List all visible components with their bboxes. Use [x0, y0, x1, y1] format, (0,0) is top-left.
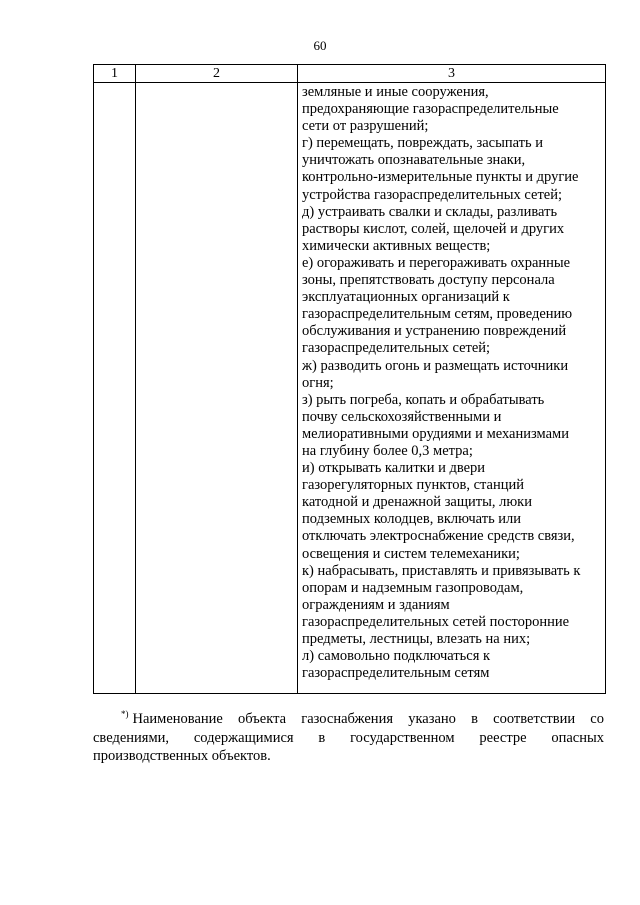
text-line: газораспределительных сетей посторонние [302, 613, 570, 630]
text-line: освещения и систем телемеханики; [302, 545, 520, 562]
text-line: и) открывать калитки и двери [302, 460, 486, 477]
text-line: сети от разрушений; [302, 118, 429, 135]
table-cell-col2 [136, 83, 298, 694]
text-line: огня; [302, 374, 334, 391]
text-line: з) рыть погреба, копать и обрабатывать [302, 391, 545, 408]
text-line: на глубину более 0,3 метра; [302, 442, 473, 459]
text-line: д) устраивать свалки и склады, разливать [302, 203, 558, 220]
footnote-line-2: сведениями, содержащимися в государственном реестре опасных [93, 729, 604, 746]
text-line: г) перемещать, повреждать, засыпать и [302, 135, 544, 152]
text-line: мелиоративными орудиями и механизмами [302, 425, 569, 442]
text-line: предохраняющие газораспределительные [302, 101, 559, 118]
text-line: газораспределительных сетей; [302, 340, 491, 357]
text-line: е) огораживать и перегораживать охранные [302, 254, 571, 271]
text-line: предметы, лестницы, влезать на них; [302, 631, 531, 647]
footnote-text-1: Наименование объекта газоснабжения указано в соответствии со [132, 711, 604, 727]
text-line: растворы кислот, солей, щелочей и других [302, 220, 565, 237]
text-line: опорам и надземным газопроводам, [302, 579, 524, 596]
page-number: 60 [313, 38, 327, 53]
text-line: химически активных веществ; [302, 237, 491, 254]
text-line: к) набрасывать, приставлять и привязывать к [302, 562, 581, 579]
column-header-3: 3 [298, 65, 606, 83]
text-line: уничтожать опознавательные знаки, [302, 152, 526, 169]
footnote-marker: *) [121, 709, 129, 720]
text-line: отключать электроснабжение средств связи, [302, 528, 575, 545]
text-line: ограждениям и зданиям [302, 596, 450, 613]
text-line: земляные и иные сооружения, [302, 84, 489, 100]
footnote-line-3: производственных объектов. [93, 748, 271, 764]
text-line: эксплуатационных организаций к [302, 289, 510, 306]
text-line: газораспределительным сетям [302, 665, 490, 682]
text-line: обслуживания и устранению повреждений [302, 323, 567, 340]
table-cell-col3 [298, 83, 606, 694]
text-line: катодной и дренажной защиты, люки [302, 494, 532, 511]
document-table [93, 64, 606, 694]
text-line: зоны, препятствовать доступу персонала [302, 272, 555, 289]
text-line: подземных колодцев, включать или [302, 511, 522, 528]
text-line: контрольно-измерительные пункты и другие [302, 169, 579, 186]
text-line: ж) разводить огонь и размещать источники [302, 357, 569, 374]
table-header-row [94, 65, 606, 83]
prohibitions-text [298, 83, 605, 682]
footnote [93, 710, 604, 766]
text-line: л) самовольно подключаться к [302, 648, 491, 665]
column-header-1: 1 [94, 65, 136, 83]
text-line: почву сельскохозяйственными и [302, 408, 502, 425]
table-row [94, 83, 606, 694]
text-line: газорегуляторных пунктов, станций [302, 477, 524, 494]
text-line: газораспределительным сетям, проведению [302, 306, 573, 323]
text-line: устройства газораспределительных сетей; [302, 186, 563, 203]
footnote-line-1 [93, 710, 604, 729]
column-header-2: 2 [136, 65, 298, 83]
table-cell-col1 [94, 83, 136, 694]
